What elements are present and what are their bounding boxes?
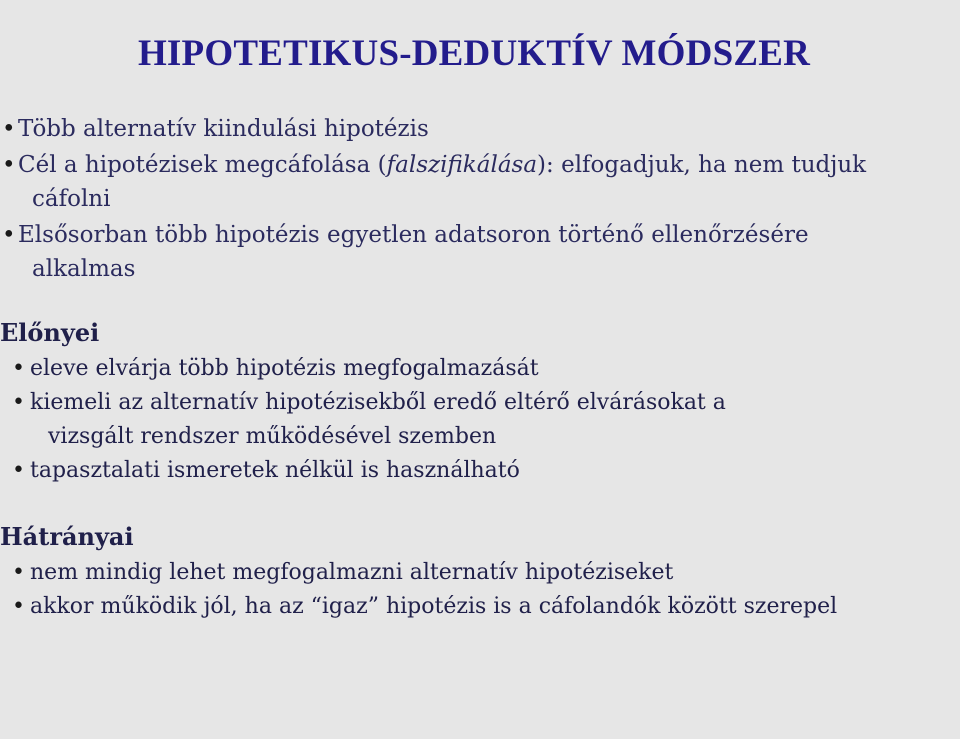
bullet-icon: • [12, 560, 25, 585]
list-item [0, 352, 948, 386]
advantages-heading: Előnyei [0, 318, 100, 347]
list-item [0, 218, 948, 286]
list-item-text: eleve elvárja több hipotézis megfogalmazását [30, 356, 539, 381]
list-item-text-italic: falszifikálása [386, 152, 538, 178]
list-item-text-pre: Cél a hipotézisek megcáfolása ( [18, 152, 387, 178]
list-item-text-post: ): elfogadjuk, ha nem tudjuk [537, 152, 867, 178]
bullet-icon: • [2, 116, 16, 142]
bullet-icon: • [12, 356, 25, 381]
list-item-continuation: vizsgált rendszer működésével szemben [48, 424, 497, 449]
bullet-icon: • [12, 458, 25, 483]
list-item-text: akkor működik jól, ha az “igaz” hipotézis is a cáfolandók között szerepel [30, 594, 838, 619]
list-item-text: Több alternatív kiindulási hipotézis [18, 116, 429, 142]
disadvantages-list [0, 556, 948, 624]
list-item [0, 148, 948, 216]
list-item [0, 556, 948, 590]
list-item-text: Elsősorban több hipotézis egyetlen adatsoron történő ellenőrzésére [18, 222, 809, 248]
bullet-icon: • [12, 390, 25, 415]
list-item [0, 590, 948, 624]
list-item-continuation: cáfolni [32, 186, 111, 212]
disadvantages-heading: Hátrányai [0, 522, 134, 551]
bullet-icon: • [2, 152, 16, 178]
list-item-text: nem mindig lehet megfogalmazni alternatív hipotéziseket [30, 560, 674, 585]
list-item-text: kiemeli az alternatív hipotézisekből eredő eltérő elvárásokat a [30, 390, 726, 415]
list-item [0, 454, 948, 488]
bullet-icon: • [2, 222, 16, 248]
list-item-text: tapasztalati ismeretek nélkül is használható [30, 458, 520, 483]
advantages-list [0, 352, 948, 488]
intro-list [0, 112, 948, 288]
list-item [0, 386, 948, 454]
page-title: HIPOTETIKUS-DEDUKTÍV MÓDSZER [137, 33, 811, 74]
list-item-continuation: alkalmas [32, 256, 136, 282]
bullet-icon: • [12, 594, 25, 619]
list-item [0, 112, 948, 146]
